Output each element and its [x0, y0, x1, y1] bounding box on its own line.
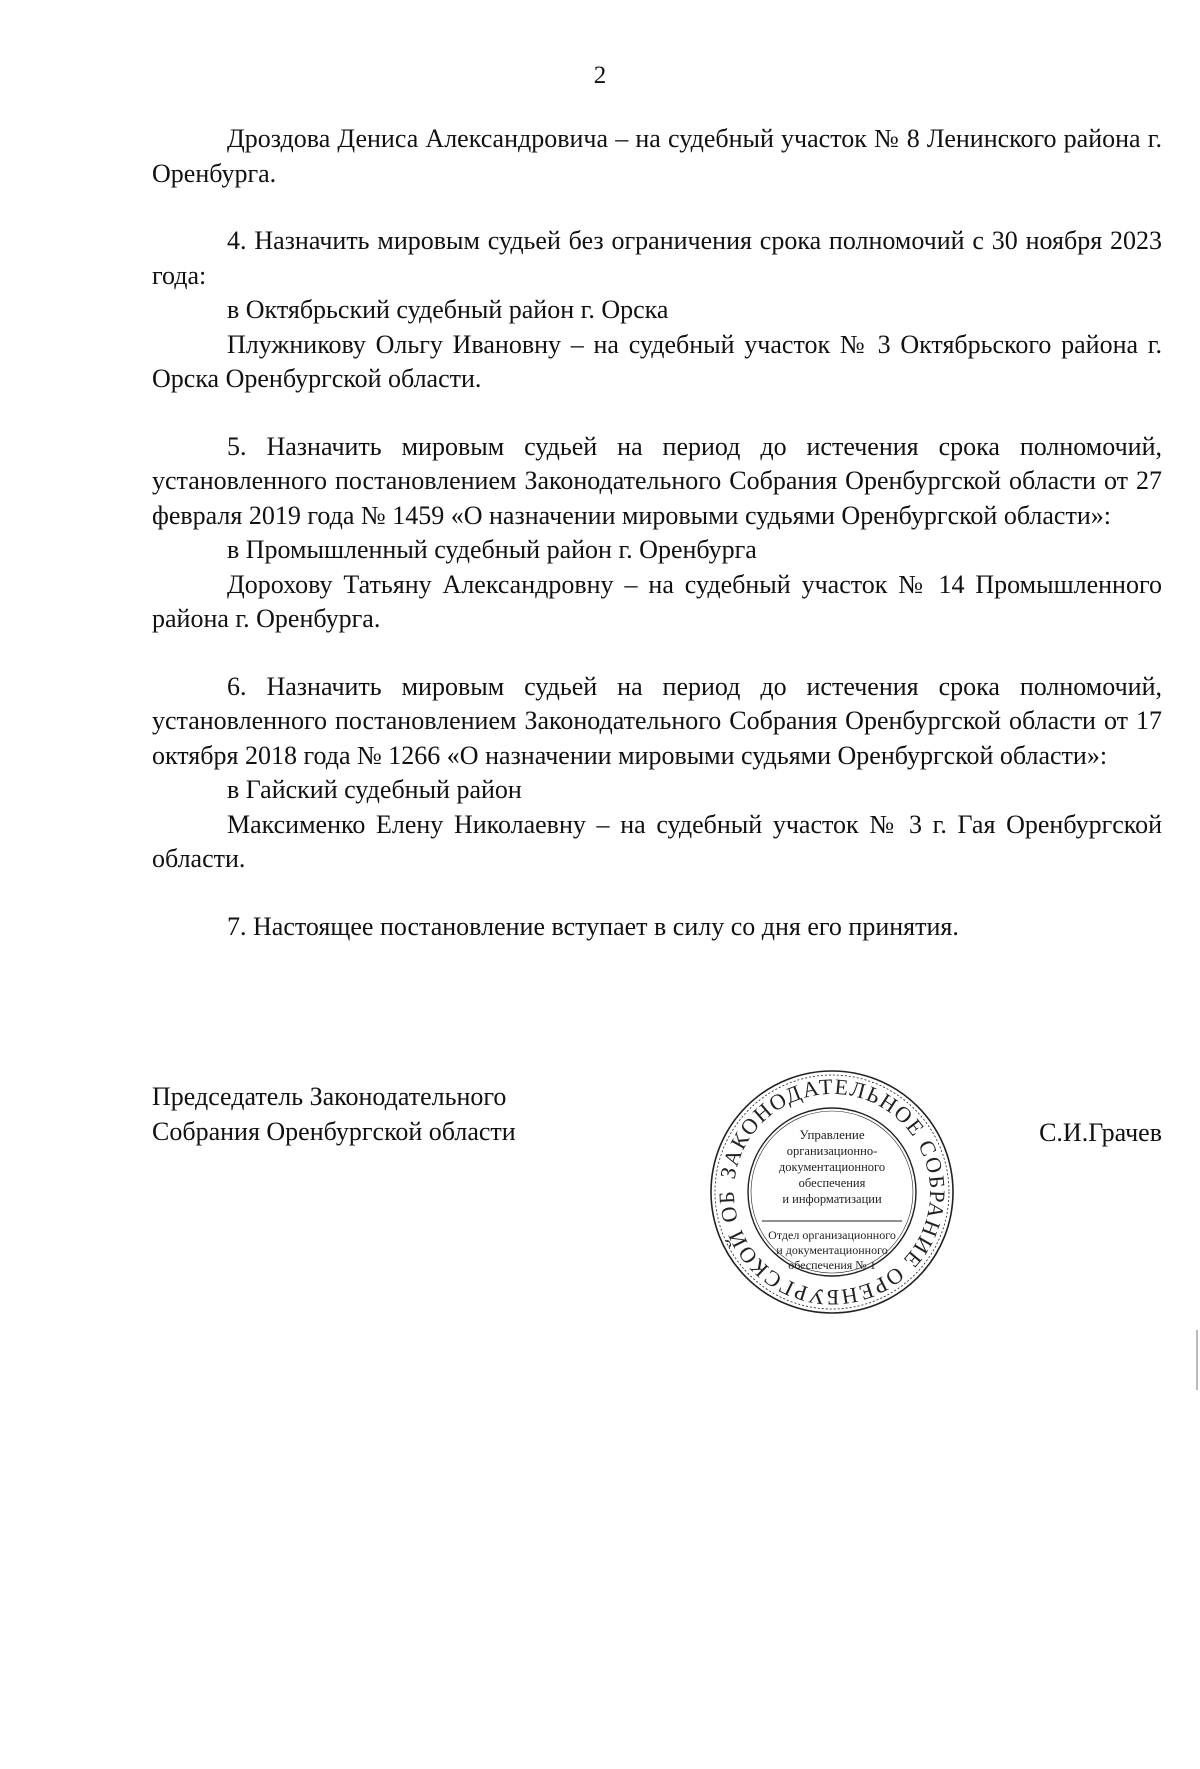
seal-department-line: Отдел организационного — [768, 1228, 896, 1242]
paragraph-gap — [152, 191, 1162, 224]
seal-inner-line: документационного — [778, 1160, 886, 1174]
paragraph: в Октябрьский судебный район г. Орска — [227, 295, 669, 324]
paragraph: Плужникову Ольгу Ивановну – на судебный участок № 3 Октябрьского района г. Орска Оренбургской области. — [152, 329, 1162, 393]
seal-department-line: и документационного — [776, 1243, 888, 1257]
paragraph-gap — [152, 637, 1162, 670]
paragraph: Дроздова Дениса Александровича – на судебный участок № 8 Ленинского района г. Оренбурга. — [152, 124, 1162, 188]
paragraph-gap — [152, 877, 1162, 910]
paragraph: 7. Настоящее постановление вступает в силу со дня его принятия. — [227, 911, 959, 941]
signer-title-line-2: Собрания Оренбургской области — [152, 1116, 516, 1146]
scan-edge-mark — [1196, 1330, 1198, 1390]
paragraph: в Гайский судебный район — [227, 775, 522, 804]
paragraph: Максименко Елену Николаевну – на судебный участок № 3 г. Гая Оренбургской области. — [152, 809, 1162, 873]
seal-inner-line: и информатизации — [782, 1192, 882, 1206]
document-body — [152, 122, 1162, 944]
signer-title-line-1: Председатель Законодательного — [152, 1082, 507, 1111]
seal-inner-line: организационно- — [786, 1144, 878, 1158]
seal-outer-text: ЗАКОНОДАТЕЛЬНОЕ СОБРАНИЕ ОРЕНБУРГСКОЙ ОБ — [713, 1073, 951, 1311]
paragraph: 5. Назначить мировым судьей на период до истечения срока полномочий, установленного постановлением Законодательного Собрания Оренбургской области от 27 февраля 2019 года № 1459 «О назначении мировыми судьями Оренбургской области»: — [152, 431, 1162, 530]
seal-inner-text — [768, 1127, 896, 1272]
signature-block — [152, 1073, 1162, 1340]
seal-department-line: обеспечения № 1 — [788, 1258, 876, 1272]
paragraph: в Промышленный судебный район г. Оренбурга — [227, 535, 757, 564]
seal-inner-line: Управление — [799, 1127, 865, 1142]
signer-title — [152, 1080, 632, 1149]
page-number: 2 — [593, 62, 607, 89]
paragraph: Дорохову Татьяну Александровну – на судебный участок № 14 Промышленного района г. Оренбурга. — [152, 569, 1162, 633]
paragraph-gap — [152, 397, 1162, 430]
official-seal — [707, 1067, 957, 1317]
paragraph: 6. Назначить мировым судьей на период до истечения срока полномочий, установленного постановлением Законодательного Собрания Оренбургской области от 17 октября 2018 года № 1266 «О назначении мировыми судьями Оренбургской области»: — [152, 671, 1162, 770]
seal-graphic — [707, 1067, 957, 1317]
signer-name: С.И.Грачев — [1039, 1118, 1162, 1147]
paragraph: 4. Назначить мировым судьей без ограничения срока полномочий с 30 ноября 2023 года: — [152, 226, 1162, 290]
seal-inner-line: обеспечения — [798, 1176, 866, 1190]
